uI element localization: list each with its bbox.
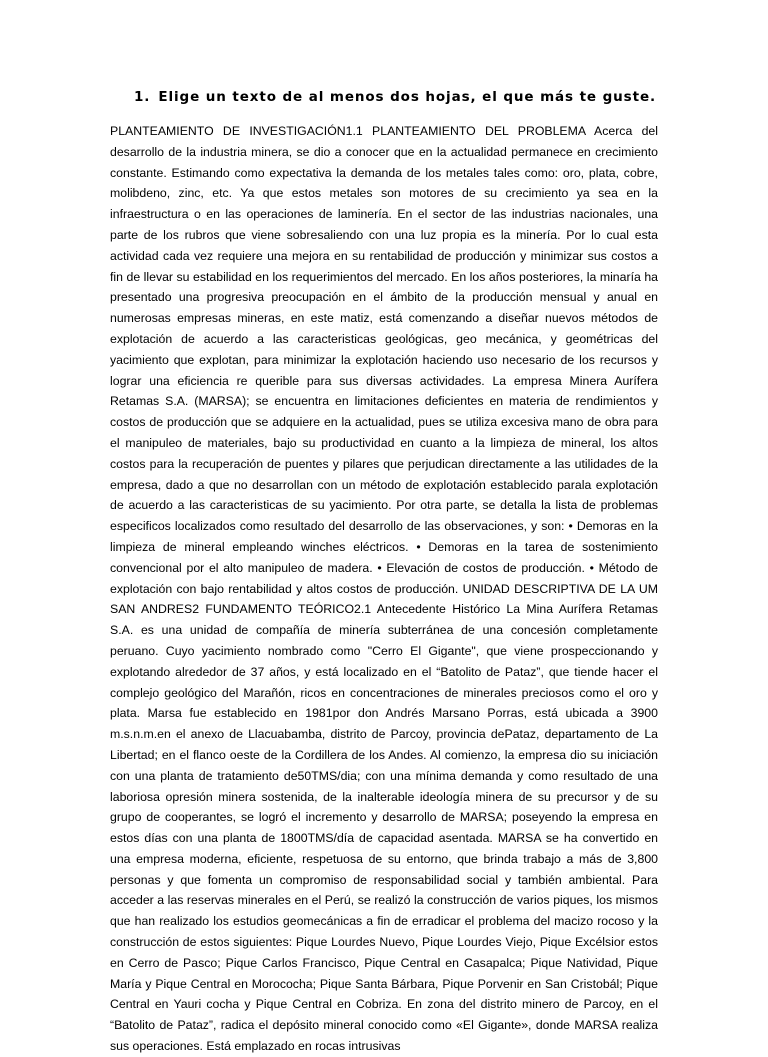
assignment-heading (134, 88, 694, 106)
heading-number: 1. (134, 89, 151, 105)
body-paragraph: PLANTEAMIENTO DE INVESTIGACIÓN1.1 PLANTEAMIENTO DEL PROBLEMA Acerca del desarrollo de la industria minera, se dio a conocer que en la actualidad permanece en crecimiento constante. Estimando como expectativa la demanda de los metales tales como: oro, plata, cobre, molibdeno, zinc, etc. Ya que estos metales son motores de su crecimiento ya sea en la infraestructura o en las operaciones de laminería. En el sector de las industrias nacionales, una parte de los rubros que viene sobresaliendo con una luz propia es la minería. Por lo cual esta actividad cada vez requiere una mejora en su rentabilidad de producción y minimizar sus costos a fin de llevar su estabilidad en los requerimientos del mercado. En los años posteriores, la minaría ha presentado una progresiva preocupación en el ámbito de la producción mensual y anual en numerosas empresas mineras, en este matiz, está comenzando a diseñar nuevos métodos de explotación de acuerdo a las caracteristicas geológicas, geo mecánica, y geométricas del yacimiento que explotan, para minimizar la explotación haciendo uso necesario de los recursos y lograr una eficiencia re querible para sus diversas actividades. La empresa Minera Aurífera Retamas S.A. (MARSA); se encuentra en limitaciones deficientes en materia de rendimientos y costos de producción que se adquiere en la actualidad, pues se utiliza excesiva mano de obra para el manipuleo de materiales, bajo su productividad en cuanto a la limpieza de mineral, los altos costos para la recuperación de puentes y pilares que perjudican directamente a las utilidades de la empresa, dado a que no desarrollan con un método de explotación establecido parala explotación de acuerdo a las caracteristicas de su yacimiento. Por otra parte, se detalla la lista de problemas especificos localizados como resultado del desarrollo de las observaciones, y son: • Demoras en la limpieza de mineral empleando winches eléctricos. • Demoras en la tarea de sostenimiento convencional por el alto manipuleo de madera. • Elevación de costos de producción. • Método de explotación con bajo rentabilidad y altos costos de producción. UNIDAD DESCRIPTIVA DE LA UM SAN ANDRES2 FUNDAMENTO TEÓRICO2.1 Antecedente Histórico La Mina Aurífera Retamas S.A. es una unidad de compañía de minería subterránea de una concesión completamente peruano. Cuyo yacimiento nombrado como "Cerro El Gigante", que viene prospeccionando y explotando alrededor de 37 años, y está localizado en el “Batolito de Pataz”, que tiende hacer el complejo geológico del Marañón, ricos en concentraciones de minerales preciosos como el oro y plata. Marsa fue establecido en 1981por don Andrés Marsano Porras, está ubicada a 3900 m.s.n.m.en el anexo de Llacuabamba, distrito de Parcoy, provincia dePataz, departamento de La Libertad; en el flanco oeste de la Cordillera de los Andes. Al comienzo, la empresa dio su iniciación con una planta de tratamiento de50TMS/dia; con una mínima demanda y como resultado de una laboriosa opresión minera sostenida, de la inalterable ideología minera de su precursor y de su grupo de cooperantes, se logró el incremento y desarrollo de MARSA; poseyendo la empresa en estos días con una planta de 1800TMS/día de capacidad asentada. MARSA se ha convertido en una empresa moderna, eficiente, respetuosa de su entorno, que brinda trabajo a más de 3,800 personas y que fomenta un compromiso de responsabilidad social y también ambiental. Para acceder a las reservas minerales en el Perú, se realizó la construcción de varios piques, los mismos que han realizado los estudios geomecánicas a fin de erradicar el problema del macizo rocoso y la construcción de estos siguientes: Pique Lourdes Nuevo, Pique Lourdes Viejo, Pique Excélsior estos en Cerro de Pasco; Pique Carlos Francisco, Pique Central en Casapalca; Pique Natividad, Pique María y Pique Central en Morococha; Pique Santa Bárbara, Pique Porvenir en San Cristobál; Pique Central en Yauri cocha y Pique Central en Cobriza. En zona del distrito minero de Parcoy, en el “Batolito de Pataz”, radica el depósito mineral conocido como «El Gigante», donde MARSA realiza sus operaciones. Está emplazado en rocas intrusivas (110, 124, 658, 1054)
heading-text: Elige un texto de al menos dos hojas, el que más te guste. (158, 89, 657, 105)
